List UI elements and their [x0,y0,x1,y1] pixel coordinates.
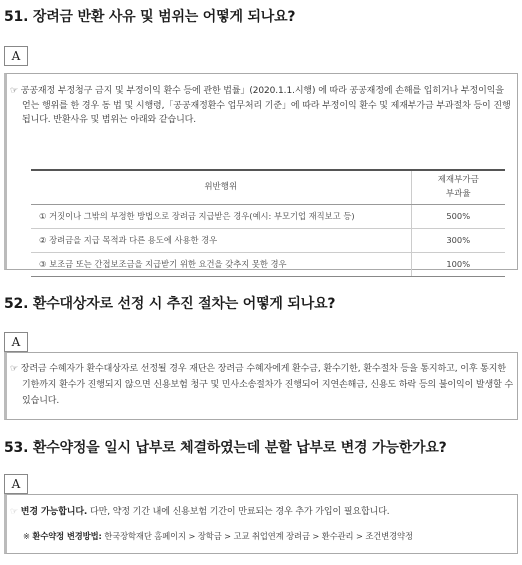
table-cell-rate: 300% [411,228,505,252]
answer-52-box [4,352,518,420]
table-row [31,228,505,252]
pointing-hand-icon: ☞ [10,86,18,96]
table-cell-act: ① 거짓이나 그밖의 부정한 방법으로 장려금 지급받은 경우(예시: 부모기업 재직보고 등) [31,204,411,228]
change-method-note [23,529,513,544]
table-row [31,204,505,228]
answer-tag: A [4,46,28,66]
table-cell-act: ③ 보조금 또는 간접보조금을 지급받기 위한 요건을 갖추지 못한 경우 [31,252,411,276]
question-51-title: 51. 장려금 반환 사유 및 범위는 어떻게 되나요? [4,9,296,25]
penalty-table [31,169,505,277]
answer-51-text: ☞ 공공재정 부정청구 금지 및 부정이익 환수 등에 관한 법률」(2020.1.1.시행) 에 따라 공공재정에 손해를 입히거나 부정이익을 얻는 행위를 한 경우 동 법 및 시행령,「공공재정환수 업무처리 기준」에 따라 부정이익 환수 및 제재부가금 부과절차 등이 진행됩니다. 반환사유 및 범위는 아래와 같습니다. [10,86,511,125]
answer-53-text: ☞ 변경 가능합니다. 다만, 약정 기간 내에 신용보험 기간이 만료되는 경우 추가 가입이 필요합니다. [10,507,390,517]
note-path: 한국장학재단 홈페이지 > 장학금 > 고교 취업연계 장려금 > 환수관리 > 조건변경약정 [101,531,413,541]
table-cell-act: ② 장려금을 지급 목적과 다른 용도에 사용한 경우 [31,228,411,252]
table-header-rate: 제재부가금 부과율 [411,170,505,204]
table-row [31,252,505,276]
answer-52-text: ☞ 장려금 수혜자가 환수대상자로 선정될 경우 재단은 장려금 수혜자에게 환수금, 환수기한, 환수절차 등을 통지하고, 이후 통지한 기한까지 환수가 진행되지 않으면 신용보험 청구 및 민사소송절차가 진행되어 지연손해금, 신용도 하락 등의 불이익이 발생할 수 있습니다. [10,364,514,406]
answer-53-box [4,494,518,554]
note-mark: ※ [23,531,30,541]
table-header-act: 위반행위 [31,170,411,204]
table-cell-rate: 500% [411,204,505,228]
pointing-hand-icon: ☞ [10,364,18,374]
table-cell-rate: 100% [411,252,505,276]
question-53-title: 53. 환수약정을 일시 납부로 체결하였는데 분할 납부로 변경 가능한가요? [4,440,447,456]
answer-51-box [4,73,518,270]
answer-tag: A [4,474,28,494]
question-52-title: 52. 환수대상자로 선정 시 추진 절차는 어떻게 되나요? [4,296,336,312]
note-label: 환수약정 변경방법: [32,531,102,541]
answer-tag: A [4,332,28,352]
pointing-hand-icon: ☞ [10,507,18,517]
